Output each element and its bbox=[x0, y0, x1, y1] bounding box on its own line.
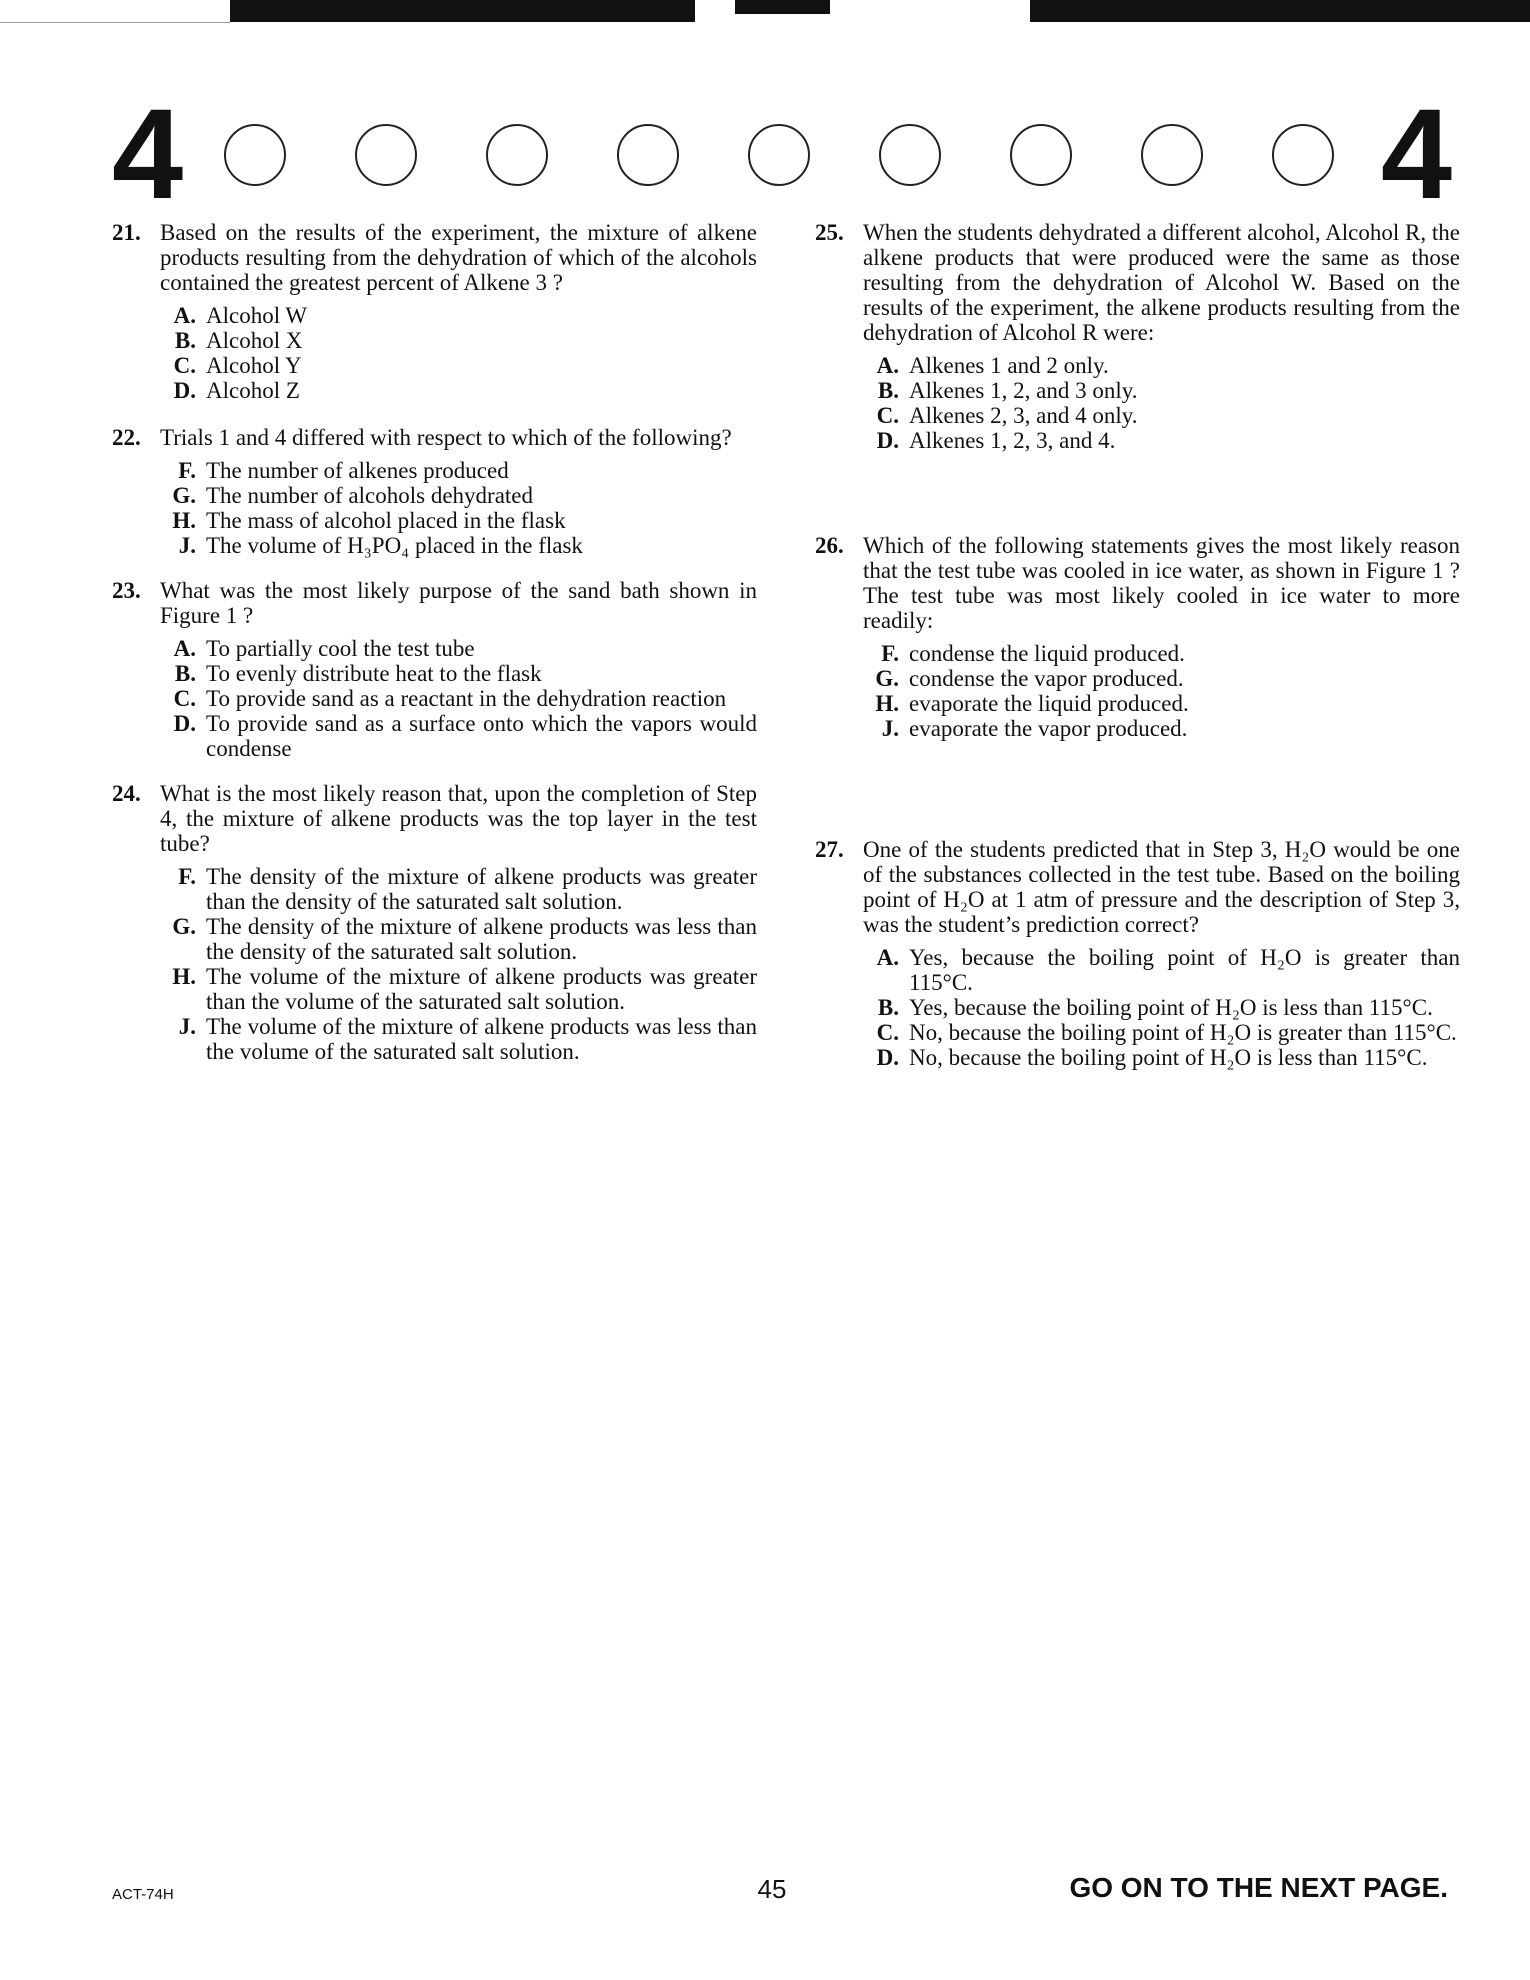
question-25 bbox=[815, 220, 1460, 453]
question-27 bbox=[815, 837, 1460, 1070]
option-text: The number of alcohols dehydrated bbox=[206, 483, 533, 508]
question-24 bbox=[112, 781, 757, 1064]
answer-options bbox=[160, 303, 757, 403]
option-text: condense the vapor produced. bbox=[909, 666, 1184, 691]
option-letter: G. bbox=[172, 914, 196, 939]
question-26 bbox=[815, 533, 1460, 741]
question-text: What is the most likely reason that, upon the completion of Step 4, the mixture of alkene products was the top layer in the test tube? bbox=[160, 781, 757, 856]
option-letter: H. bbox=[875, 691, 899, 716]
option-text: To partially cool the test tube bbox=[206, 636, 475, 661]
option-letter: B. bbox=[877, 378, 899, 403]
answer-option[interactable] bbox=[160, 328, 757, 353]
page-number: 45 bbox=[757, 1874, 787, 1904]
question-text: One of the students predicted that in Step 3, H₂O would be one of the substances collected in the test tube. Based on the boiling point of H₂O at 1 atm of pressure and the description of Step 3, was the student’s prediction correct? bbox=[863, 837, 1460, 937]
option-letter: F. bbox=[178, 458, 196, 483]
option-text: No, because the boiling point of H₂O is less than 115°C. bbox=[909, 1045, 1428, 1070]
answer-option[interactable] bbox=[863, 403, 1460, 428]
next-page-notice: GO ON TO THE NEXT PAGE. bbox=[1069, 1872, 1448, 1903]
option-text: To evenly distribute heat to the flask bbox=[206, 661, 542, 686]
answer-option[interactable] bbox=[160, 661, 757, 686]
option-text: Yes, because the boiling point of H₂O is less than 115°C. bbox=[909, 995, 1433, 1020]
option-letter: C. bbox=[876, 403, 899, 428]
option-letter: H. bbox=[172, 964, 196, 989]
answer-option[interactable] bbox=[160, 483, 757, 508]
answer-option[interactable] bbox=[863, 1045, 1460, 1070]
option-text: Alkenes 1 and 2 only. bbox=[909, 353, 1109, 378]
option-letter: J. bbox=[881, 716, 899, 741]
question-number: 26. bbox=[815, 533, 844, 558]
answer-option[interactable] bbox=[160, 636, 757, 661]
option-letter: D. bbox=[876, 428, 899, 453]
section-number-left: 4 bbox=[112, 83, 184, 226]
answer-option[interactable] bbox=[863, 428, 1460, 453]
option-letter: F. bbox=[881, 641, 899, 666]
option-letter: A. bbox=[173, 303, 196, 328]
answer-option[interactable] bbox=[160, 533, 757, 558]
option-text: The volume of the mixture of alkene products was greater than the volume of the saturated salt solution. bbox=[206, 964, 757, 1014]
answer-option[interactable] bbox=[863, 353, 1460, 378]
question-number: 27. bbox=[815, 837, 844, 862]
option-text: The density of the mixture of alkene products was less than the density of the saturated salt solution. bbox=[206, 914, 757, 964]
option-letter: G. bbox=[875, 666, 899, 691]
option-letter: D. bbox=[173, 711, 196, 736]
circle-icon bbox=[1272, 124, 1334, 186]
answer-option[interactable] bbox=[160, 1014, 757, 1064]
option-letter: G. bbox=[172, 483, 196, 508]
option-text: Alkenes 2, 3, and 4 only. bbox=[909, 403, 1138, 428]
option-text: To provide sand as a surface onto which the vapors would condense bbox=[206, 711, 757, 761]
answer-option[interactable] bbox=[863, 378, 1460, 403]
answer-options bbox=[160, 636, 757, 761]
question-text: Which of the following statements gives the most likely reason that the test tube was cooled in ice water, as shown in Figure 1 ? The test tube was most likely cooled in ice water to more readily: bbox=[863, 533, 1460, 633]
circle-icon bbox=[879, 124, 941, 186]
option-text: The number of alkenes produced bbox=[206, 458, 509, 483]
answer-option[interactable] bbox=[160, 378, 757, 403]
question-text: Based on the results of the experiment, the mixture of alkene products resulting from the dehydration of which of the alcohols contained the greatest percent of Alkene 3 ? bbox=[160, 220, 757, 295]
section-header bbox=[112, 83, 1452, 226]
option-letter: F. bbox=[178, 864, 196, 889]
option-letter: A. bbox=[876, 945, 899, 970]
answer-options bbox=[863, 353, 1460, 453]
question-text: Trials 1 and 4 differed with respect to which of the following? bbox=[160, 425, 732, 450]
answer-option[interactable] bbox=[160, 914, 757, 964]
scan-border bbox=[0, 0, 1530, 26]
option-text: The volume of the mixture of alkene products was less than the volume of the saturated salt solution. bbox=[206, 1014, 757, 1064]
answer-option[interactable] bbox=[863, 691, 1460, 716]
answer-options bbox=[160, 864, 757, 1064]
question-23 bbox=[112, 578, 757, 761]
answer-option[interactable] bbox=[160, 686, 757, 711]
answer-option[interactable] bbox=[160, 711, 757, 761]
option-text: Yes, because the boiling point of H₂O is greater than 115°C. bbox=[909, 945, 1460, 995]
option-letter: A. bbox=[876, 353, 899, 378]
answer-option[interactable] bbox=[863, 641, 1460, 666]
section-number-right: 4 bbox=[1380, 83, 1452, 226]
answer-option[interactable] bbox=[160, 864, 757, 914]
option-letter: D. bbox=[173, 378, 196, 403]
circle-icon bbox=[748, 124, 810, 186]
circle-icon bbox=[1010, 124, 1072, 186]
question-number: 24. bbox=[112, 781, 141, 806]
option-text: condense the liquid produced. bbox=[909, 641, 1185, 666]
circle-icon bbox=[1141, 124, 1203, 186]
question-number: 22. bbox=[112, 425, 141, 450]
circle-icon bbox=[355, 124, 417, 186]
option-text: Alkenes 1, 2, 3, and 4. bbox=[909, 428, 1116, 453]
option-letter: C. bbox=[173, 353, 196, 378]
option-letter: A. bbox=[173, 636, 196, 661]
answer-options bbox=[863, 945, 1460, 1070]
option-text: To provide sand as a reactant in the dehydration reaction bbox=[206, 686, 727, 711]
left-column bbox=[112, 220, 757, 1084]
answer-option[interactable] bbox=[160, 353, 757, 378]
answer-option[interactable] bbox=[863, 1020, 1460, 1045]
option-text: Alcohol Y bbox=[206, 353, 302, 378]
question-number: 25. bbox=[815, 220, 844, 245]
answer-option[interactable] bbox=[160, 964, 757, 1014]
option-text: Alcohol Z bbox=[206, 378, 300, 403]
option-letter: C. bbox=[876, 1020, 899, 1045]
form-code: ACT-74H bbox=[112, 1886, 174, 1903]
option-letter: D. bbox=[876, 1045, 899, 1070]
option-text: Alkenes 1, 2, and 3 only. bbox=[909, 378, 1138, 403]
option-text: The volume of H₃PO₄ placed in the flask bbox=[206, 533, 583, 558]
option-letter: C. bbox=[173, 686, 196, 711]
answer-options bbox=[863, 641, 1460, 741]
decorative-circles bbox=[224, 124, 1334, 194]
answer-option[interactable] bbox=[863, 995, 1460, 1020]
question-22 bbox=[112, 425, 757, 558]
option-text: evaporate the liquid produced. bbox=[909, 691, 1189, 716]
option-text: evaporate the vapor produced. bbox=[909, 716, 1188, 741]
answer-option[interactable] bbox=[160, 508, 757, 533]
option-letter: J. bbox=[178, 533, 196, 558]
option-text: The mass of alcohol placed in the flask bbox=[206, 508, 566, 533]
question-number: 23. bbox=[112, 578, 141, 603]
option-letter: B. bbox=[877, 995, 899, 1020]
circle-icon bbox=[224, 124, 286, 186]
answer-options bbox=[160, 458, 757, 558]
option-letter: B. bbox=[174, 661, 196, 686]
option-text: No, because the boiling point of H₂O is greater than 115°C. bbox=[909, 1020, 1457, 1045]
question-21 bbox=[112, 220, 757, 403]
answer-option[interactable] bbox=[863, 666, 1460, 691]
answer-option[interactable] bbox=[160, 303, 757, 328]
question-text: What was the most likely purpose of the sand bath shown in Figure 1 ? bbox=[160, 578, 757, 628]
option-letter: H. bbox=[172, 508, 196, 533]
option-letter: B. bbox=[174, 328, 196, 353]
answer-option[interactable] bbox=[160, 458, 757, 483]
answer-option[interactable] bbox=[863, 945, 1460, 995]
question-number: 21. bbox=[112, 220, 141, 245]
circle-icon bbox=[617, 124, 679, 186]
option-letter: J. bbox=[178, 1014, 196, 1039]
option-text: Alcohol X bbox=[206, 328, 303, 353]
question-text: When the students dehydrated a different alcohol, Alcohol R, the alkene products that were produced were the same as those resulting from the dehydration of Alcohol W. Based on the results of the experiment, the alkene products resulting from the dehydration of Alcohol R were: bbox=[863, 220, 1460, 345]
option-text: Alcohol W bbox=[206, 303, 308, 328]
option-text: The density of the mixture of alkene products was greater than the density of the saturated salt solution. bbox=[206, 864, 757, 914]
circle-icon bbox=[486, 124, 548, 186]
right-column bbox=[815, 220, 1460, 1090]
answer-option[interactable] bbox=[863, 716, 1460, 741]
